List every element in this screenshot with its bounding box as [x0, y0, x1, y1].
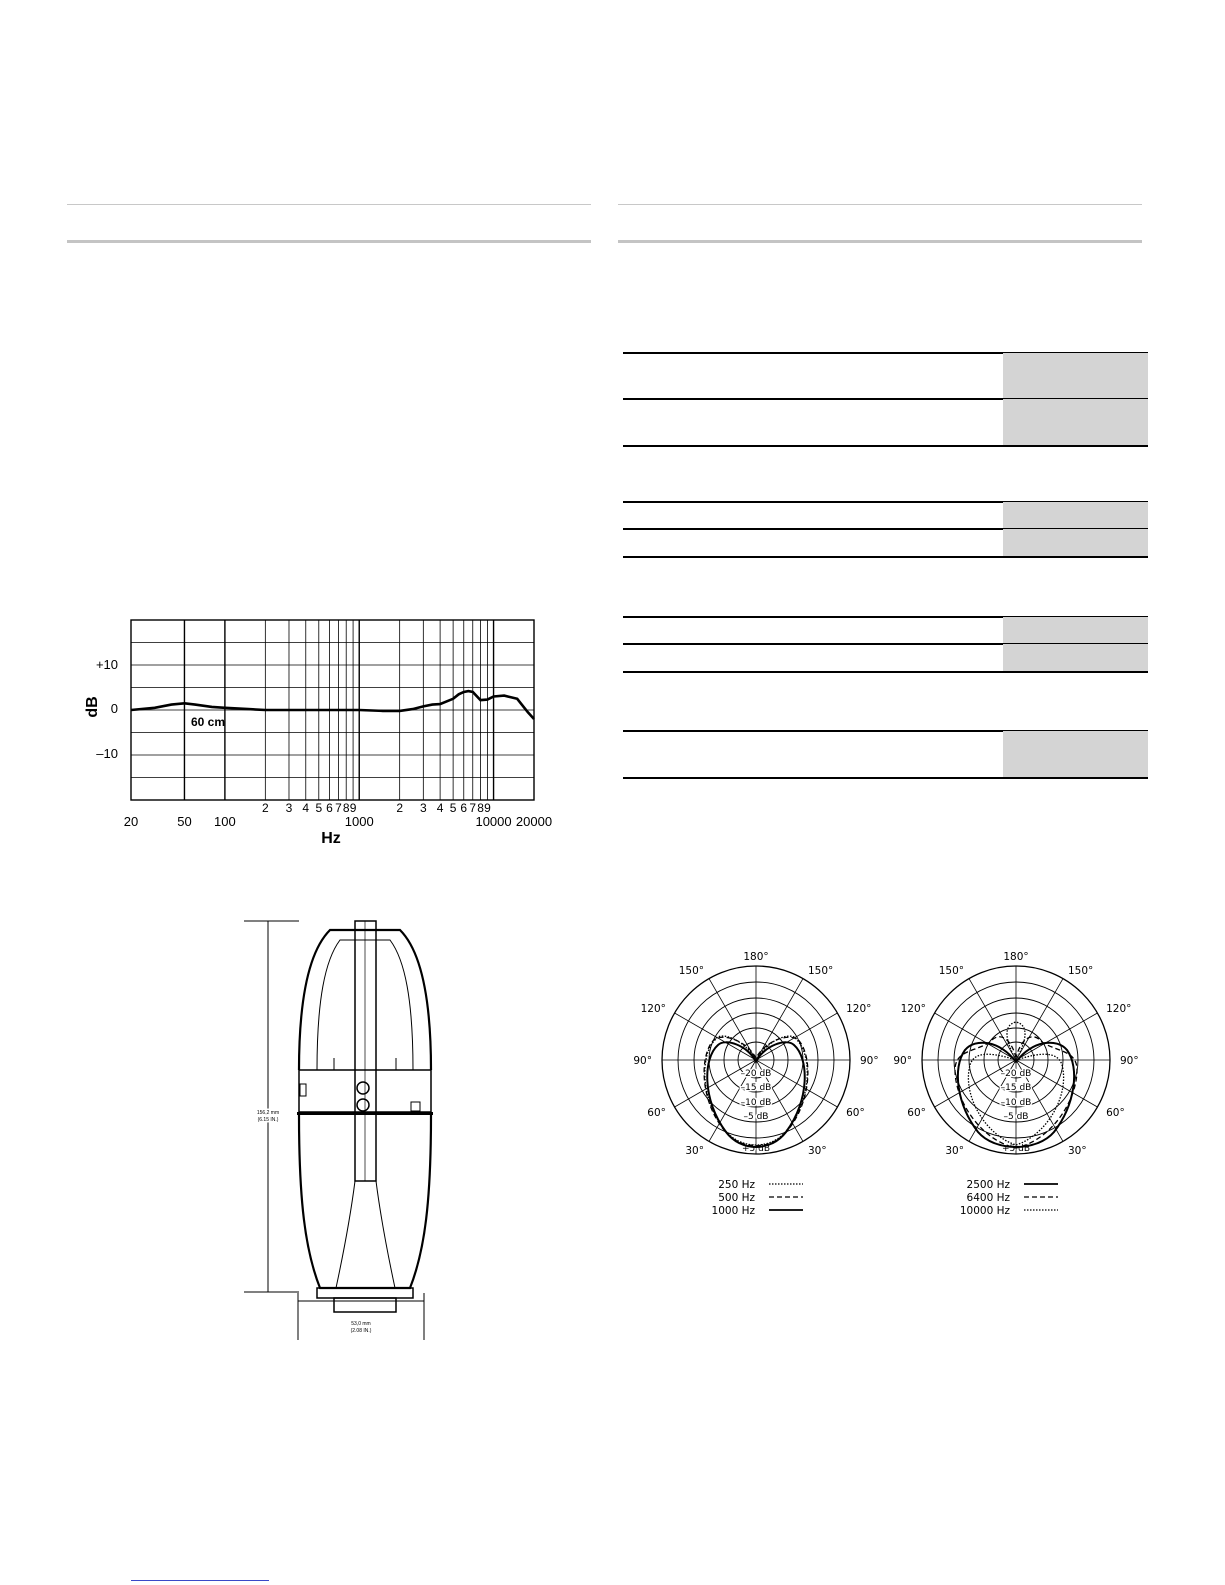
x-minor-tick-label: 5	[315, 801, 323, 815]
polar-ring-label: –5 dB	[743, 1112, 769, 1122]
polar-ring-label: –15 dB	[1000, 1083, 1032, 1093]
spec-value-cell	[1003, 529, 1148, 556]
x-minor-tick-label: 2	[261, 801, 269, 815]
polar-angle-label: 150°	[678, 964, 704, 977]
polar-angle-label: 120°	[846, 1003, 872, 1015]
spec-value-cell	[1003, 399, 1148, 445]
polar-spoke	[1016, 979, 1063, 1060]
polar-legend	[960, 1179, 1058, 1217]
polar-ring-label: –10 dB	[740, 1098, 772, 1108]
polar-spoke	[935, 1013, 1016, 1060]
legend-label-2500hz: 2500 Hz	[966, 1179, 1010, 1191]
x-axis-label: Hz	[321, 830, 341, 847]
polar-angle-label: 120°	[640, 1003, 666, 1015]
polar-angle-label: 90°	[1120, 1055, 1139, 1067]
spec-value-cell	[1003, 644, 1148, 671]
polar-legend	[712, 1179, 803, 1217]
spec-value-cell	[1003, 617, 1148, 643]
x-tick-label: 10000	[475, 814, 512, 829]
spec-rule	[623, 556, 1148, 558]
x-minor-tick-label: 7	[335, 801, 342, 815]
curve-label: 60 cm	[191, 715, 226, 729]
y-tick-label: 0	[110, 701, 118, 716]
polar-ring-label: +5 dB	[741, 1144, 771, 1154]
x-minor-tick-label: 4	[302, 801, 310, 815]
y-tick-label: +10	[95, 657, 118, 672]
polar-spoke	[969, 979, 1016, 1060]
polar-angle-label: 90°	[860, 1055, 879, 1067]
polar-ring-label: –5 dB	[1003, 1112, 1029, 1122]
polar-pattern-high	[893, 950, 1139, 1220]
polar-angle-label: 150°	[808, 964, 834, 977]
polar-ring-label: –20 dB	[740, 1069, 772, 1079]
polar-angle-label: 180°	[743, 951, 769, 963]
x-tick-label: 20	[123, 814, 139, 829]
polar-ring-label: +5 dB	[1001, 1144, 1031, 1154]
right-header-rule-top	[618, 204, 1142, 205]
spec-rule	[623, 445, 1148, 447]
polar-angle-label: 150°	[938, 964, 964, 977]
y-axis-label: dB	[84, 696, 101, 718]
x-minor-tick-label: 8	[342, 801, 350, 815]
polar-angle-label: 120°	[900, 1003, 926, 1015]
polar-pattern-low	[633, 950, 879, 1220]
polar-spoke	[675, 1013, 756, 1060]
microphone-body	[297, 921, 433, 1312]
x-minor-tick-label: 4	[436, 801, 444, 815]
width-dimension-label-in: (2.08 IN.)	[350, 1328, 372, 1334]
x-tick-label: 20000	[515, 814, 553, 829]
polar-ring-label: –20 dB	[1000, 1069, 1032, 1079]
frequency-response-chart	[0, 600, 600, 860]
x-minor-tick-label: 6	[326, 801, 333, 815]
width-dimension-label: 53,0 mm	[351, 1321, 371, 1327]
polar-angle-label: 30°	[945, 1145, 964, 1158]
x-minor-tick-label: 5	[449, 801, 457, 815]
microphone-dimension-drawing	[240, 900, 440, 1350]
polar-angle-label: 60°	[846, 1107, 865, 1119]
legend-label-1000hz: 1000 Hz	[711, 1205, 755, 1217]
polar-angle-label: 150°	[1068, 964, 1094, 977]
polar-angle-label: 90°	[893, 1055, 912, 1067]
x-minor-tick-label: 9	[484, 801, 491, 815]
x-tick-labels	[124, 801, 552, 829]
right-header-rule-bottom	[618, 240, 1142, 243]
legend-label-10000hz: 10000 Hz	[959, 1205, 1010, 1217]
legend-label-500hz: 500 Hz	[718, 1192, 755, 1204]
polar-angle-label: 30°	[808, 1145, 827, 1158]
spec-value-cell	[1003, 502, 1148, 528]
polar-ring-label: –15 dB	[740, 1083, 772, 1093]
x-tick-label: 100	[214, 814, 236, 829]
x-minor-tick-label: 3	[285, 801, 293, 815]
spec-value-cell	[1003, 353, 1148, 398]
polar-angle-label: 180°	[1003, 951, 1029, 963]
legend-label-250hz: 250 Hz	[718, 1179, 755, 1191]
footer-link-underline[interactable]	[131, 1580, 269, 1581]
x-minor-tick-label: 8	[477, 801, 484, 815]
polar-spoke	[1016, 1013, 1097, 1060]
x-minor-tick-label: 2	[396, 801, 404, 815]
x-minor-tick-label: 6	[460, 801, 468, 815]
spec-value-cell	[1003, 731, 1148, 777]
legend-label-6400hz: 6400 Hz	[966, 1192, 1010, 1204]
spec-rule	[623, 777, 1148, 779]
polar-angle-label: 30°	[685, 1145, 704, 1158]
polar-angle-label: 120°	[1106, 1003, 1132, 1015]
x-minor-tick-label: 3	[419, 801, 427, 815]
left-header-rule-bottom	[67, 240, 591, 243]
polar-angle-label: 60°	[907, 1107, 926, 1119]
polar-angle-label: 90°	[633, 1055, 652, 1067]
x-tick-label: 50	[177, 814, 192, 829]
x-tick-label: 1000	[344, 814, 374, 829]
spec-rule	[623, 671, 1148, 673]
polar-angle-label: 60°	[1106, 1107, 1125, 1119]
x-minor-tick-label: 7	[469, 801, 477, 815]
polar-ring-label: –10 dB	[1000, 1098, 1032, 1108]
y-tick-label: –10	[96, 746, 118, 761]
height-dimension-label-in: (6.15 IN.)	[257, 1117, 279, 1123]
polar-angle-label: 60°	[647, 1107, 666, 1119]
left-header-rule-top	[67, 204, 591, 205]
x-minor-tick-label: 9	[349, 801, 357, 815]
polar-spoke	[756, 1013, 837, 1060]
height-dimension-label: 156,2 mm	[256, 1110, 280, 1116]
polar-angle-label: 30°	[1068, 1145, 1087, 1158]
